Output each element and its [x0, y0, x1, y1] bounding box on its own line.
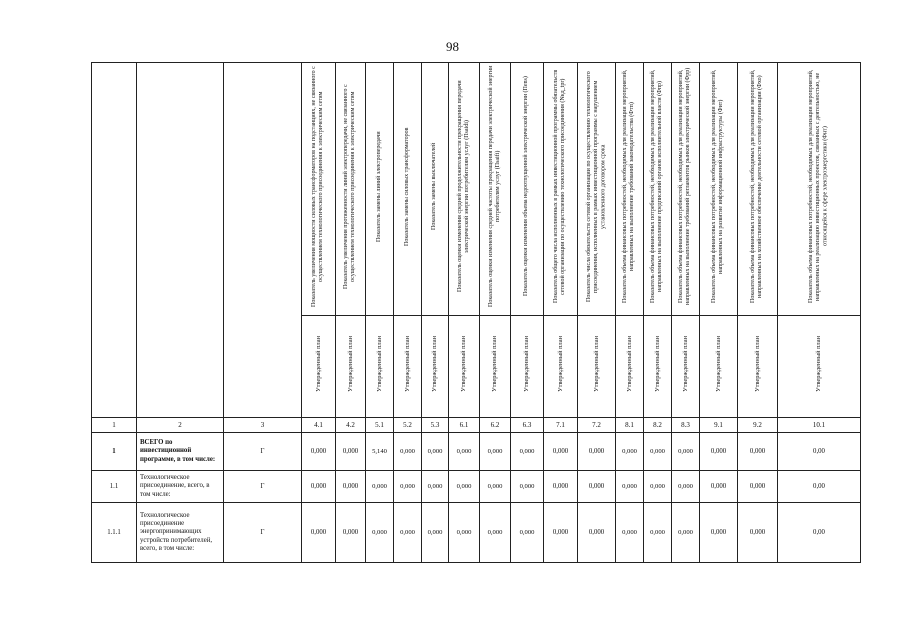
column-code: 9.1 — [700, 418, 738, 433]
plan-label: Утвержденный план — [815, 336, 823, 392]
value-cell — [366, 503, 394, 563]
cell-value: 0,00 — [813, 529, 825, 536]
plan-label: Утвержденный план — [556, 336, 564, 392]
header-blank-cell — [137, 63, 224, 418]
value-cell — [480, 433, 511, 471]
cell-value: 0,000 — [487, 528, 503, 536]
indicator-title-cell — [778, 63, 861, 316]
value-cell — [422, 471, 449, 503]
page-number: 98 — [446, 39, 459, 54]
cell-value: 0,000 — [342, 448, 359, 455]
cell-value: 0,000 — [427, 482, 443, 490]
column-code: 7.1 — [544, 418, 578, 433]
value-cell — [616, 471, 644, 503]
value-cell — [616, 433, 644, 471]
cell-value: 0,000 — [372, 528, 387, 536]
indicator-title: Показатель увеличения мощности силовых трансформаторов на подстанциях, не связанного с осуществлением технологического присоединения к электрическим сетям — [311, 66, 325, 307]
plan-label: Утвержденный план — [375, 336, 383, 392]
value-cell — [738, 471, 778, 503]
row-number: 1.1.1 — [92, 503, 137, 563]
plan-label-cell — [616, 316, 644, 418]
row-code: Г — [224, 433, 302, 471]
cell-value: 0,000 — [400, 528, 415, 536]
plan-label-cell — [336, 316, 366, 418]
cell-value: 0,000 — [650, 528, 665, 536]
column-number: 1 — [92, 418, 137, 433]
plan-label-cell — [366, 316, 394, 418]
plan-label-cell — [544, 316, 578, 418]
indicator-title-cell — [302, 63, 336, 316]
row-code: Г — [224, 471, 302, 503]
plan-label: Утвержденный план — [460, 336, 468, 392]
indicator-title-cell — [511, 63, 544, 316]
indicator-title: Показатель объема финансовых потребностей, необходимых для реализации мероприятий, направленных на реализацию инвестиционных проектов, связанных с деятельностью, не относящейся к сфере электроэнергетики (Фнт) — [808, 69, 829, 304]
cell-value: 0,000 — [678, 447, 693, 455]
indicator-title: Показатель объема финансовых потребностей, необходимых для реализации мероприятий, направленных на выполнение предписаний органов исполнительной власти (Фпр) — [650, 69, 664, 304]
value-cell — [738, 433, 778, 471]
cell-value: 0,000 — [588, 448, 605, 455]
value-cell — [302, 503, 336, 563]
indicators-table — [91, 62, 861, 563]
column-code: 10.1 — [778, 418, 861, 433]
value-cell — [616, 503, 644, 563]
plan-label-cell — [480, 316, 511, 418]
cell-value: 0,000 — [310, 448, 327, 455]
cell-value: 0,000 — [456, 528, 472, 536]
cell-value: 0,000 — [710, 448, 727, 455]
value-cell — [449, 503, 480, 563]
cell-value: 0,000 — [519, 528, 535, 536]
cell-value: 0,000 — [622, 528, 637, 536]
value-cell — [394, 503, 422, 563]
cell-value: 0,000 — [342, 483, 359, 490]
indicator-title-cell — [544, 63, 578, 316]
column-number: 3 — [224, 418, 302, 433]
value-cell — [778, 471, 861, 503]
column-code: 9.2 — [738, 418, 778, 433]
indicator-title-cell — [616, 63, 644, 316]
cell-value: 0,000 — [622, 482, 637, 490]
value-cell — [738, 503, 778, 563]
cell-value: 0,000 — [710, 483, 727, 490]
plan-label-cell — [394, 316, 422, 418]
column-number-row — [92, 418, 861, 433]
value-cell — [394, 471, 422, 503]
indicator-title-cell — [394, 63, 422, 316]
cell-value: 0,000 — [400, 482, 415, 490]
column-code: 5.1 — [366, 418, 394, 433]
cell-value: 0,000 — [487, 482, 503, 490]
value-cell — [511, 503, 544, 563]
cell-value: 0,000 — [749, 448, 766, 455]
plan-label-cell — [700, 316, 738, 418]
row-name: ВСЕГО по инвестиционной программе, в том числе: — [137, 433, 224, 471]
cell-value: 0,000 — [456, 447, 472, 455]
indicator-title: Показатель оценки изменения средней продолжительности прекращения передачи электрической энергии потребителям услуг (Пsaidi) — [456, 80, 470, 293]
plan-label: Утвержденный план — [653, 336, 661, 392]
value-cell — [394, 433, 422, 471]
row-number: 1.1 — [92, 471, 137, 503]
value-cell — [544, 471, 578, 503]
column-code: 4.2 — [336, 418, 366, 433]
indicator-title: Показатель объема финансовых потребностей, необходимых для реализации мероприятий, направленных на выполнение требований законодательства (Фтп) — [622, 69, 636, 304]
plan-label-cell — [672, 316, 700, 418]
indicator-title-cell — [336, 63, 366, 316]
plan-label-cell — [302, 316, 336, 418]
column-code: 8.3 — [672, 418, 700, 433]
indicator-title: Показатель оценки изменения средней частоты прекращения передачи электрической энергии потребителям услуг (Пsaifi) — [487, 65, 501, 308]
indicator-title: Показатель замены силовых трансформаторов — [403, 127, 410, 246]
header-blank-cell — [92, 63, 137, 418]
cell-value: 0,000 — [678, 528, 693, 536]
indicator-title: Показатель числа обязательств сетевой организации по осуществлению технологического присоединения, исполненных в рамках инвестиционной программы с нарушением установленного договором срока — [585, 71, 607, 302]
indicator-title-cell — [700, 63, 738, 316]
cell-value: 0,00 — [813, 483, 825, 490]
header-blank-cell — [224, 63, 302, 418]
plan-label: Утвержденный план — [431, 336, 439, 392]
header-title-row — [92, 63, 861, 316]
indicator-title-cell — [578, 63, 616, 316]
value-cell — [578, 471, 616, 503]
value-cell — [644, 433, 672, 471]
indicator-title-cell — [422, 63, 449, 316]
value-cell — [700, 433, 738, 471]
value-cell — [778, 503, 861, 563]
indicator-title-cell — [480, 63, 511, 316]
plan-label: Утвержденный план — [523, 336, 531, 392]
value-cell — [672, 471, 700, 503]
cell-value: 0,000 — [749, 529, 766, 536]
plan-label: Утвержденный план — [346, 336, 354, 392]
cell-value: 0,000 — [427, 528, 443, 536]
value-cell — [480, 503, 511, 563]
plan-label-cell — [449, 316, 480, 418]
column-code: 6.3 — [511, 418, 544, 433]
value-cell — [544, 503, 578, 563]
value-cell — [480, 471, 511, 503]
cell-value: 0,000 — [552, 529, 569, 536]
cell-value: 0,000 — [678, 482, 693, 490]
indicator-title: Показатель замены выключателей — [431, 142, 438, 231]
indicator-title-cell — [449, 63, 480, 316]
value-cell — [422, 433, 449, 471]
value-cell — [302, 471, 336, 503]
value-cell — [511, 471, 544, 503]
cell-value: 0,000 — [342, 529, 359, 536]
column-number: 2 — [137, 418, 224, 433]
cell-value: 0,000 — [552, 448, 569, 455]
cell-value: 5,140 — [372, 447, 387, 455]
plan-label: Утвержденный план — [403, 336, 411, 392]
cell-value: 0,000 — [487, 447, 503, 455]
indicator-title: Показатель замены линий электропередачи — [375, 131, 382, 242]
plan-label: Утвержденный план — [714, 336, 722, 392]
value-cell — [672, 503, 700, 563]
value-cell — [449, 433, 480, 471]
value-cell — [700, 471, 738, 503]
indicator-title: Показатель оценки изменения объема недоотпущенной электрической энергии (Пens) — [523, 76, 530, 297]
value-cell — [366, 471, 394, 503]
column-code: 8.2 — [644, 418, 672, 433]
row-number: 1 — [92, 433, 137, 471]
value-cell — [644, 471, 672, 503]
column-code: 5.2 — [394, 418, 422, 433]
column-code: 7.2 — [578, 418, 616, 433]
plan-label-cell — [778, 316, 861, 418]
value-cell — [336, 471, 366, 503]
value-cell — [336, 433, 366, 471]
plan-label: Утвержденный план — [491, 336, 499, 392]
value-cell — [578, 503, 616, 563]
cell-value: 0,000 — [427, 447, 443, 455]
cell-value: 0,000 — [372, 482, 387, 490]
row-name: Технологическое присоединение, всего, в том числе: — [137, 471, 224, 503]
value-cell — [644, 503, 672, 563]
plan-label-cell — [644, 316, 672, 418]
row-name: Технологическое присоединение энергопринимающих устройств потребителей, всего, в том числе: — [137, 503, 224, 563]
indicator-title-cell — [738, 63, 778, 316]
cell-value: 0,00 — [813, 448, 825, 455]
cell-value: 0,000 — [622, 447, 637, 455]
plan-label-cell — [422, 316, 449, 418]
plan-label: Утвержденный план — [592, 336, 600, 392]
indicator-title-cell — [366, 63, 394, 316]
value-cell — [511, 433, 544, 471]
plan-label-cell — [738, 316, 778, 418]
cell-value: 0,000 — [710, 529, 727, 536]
cell-value: 0,000 — [588, 529, 605, 536]
indicator-title: Показатель общего числа исполненных в рамках инвестиционной программы обязательств сетевой организации по осуществлению технологического присоединения (Nкд_tpr) — [553, 69, 567, 304]
table-row — [92, 471, 861, 503]
column-code: 8.1 — [616, 418, 644, 433]
indicator-title: Показатель объема финансовых потребностей, необходимых для реализации мероприятий, направленных на хозяйственное обеспечение деятельности сетевой организации (Фхо) — [750, 69, 764, 304]
plan-label: Утвержденный план — [753, 336, 761, 392]
cell-value: 0,000 — [552, 483, 569, 490]
cell-value: 0,000 — [650, 447, 665, 455]
cell-value: 0,000 — [588, 483, 605, 490]
indicator-title: Показатель увеличения протяженности линий электропередачи, не связанного с осуществлением технологического присоединения к электрическим сетям — [343, 84, 357, 289]
plan-label-cell — [511, 316, 544, 418]
plan-label-cell — [578, 316, 616, 418]
value-cell — [672, 433, 700, 471]
indicator-title-cell — [672, 63, 700, 316]
cell-value: 0,000 — [310, 529, 327, 536]
value-cell — [422, 503, 449, 563]
value-cell — [336, 503, 366, 563]
table-row — [92, 433, 861, 471]
row-code: Г — [224, 503, 302, 563]
plan-label: Утвержденный план — [314, 336, 322, 392]
cell-value: 0,000 — [519, 447, 535, 455]
column-code: 6.2 — [480, 418, 511, 433]
value-cell — [578, 433, 616, 471]
cell-value: 0,000 — [400, 447, 415, 455]
cell-value: 0,000 — [456, 482, 472, 490]
value-cell — [449, 471, 480, 503]
cell-value: 0,000 — [650, 482, 665, 490]
column-code: 6.1 — [449, 418, 480, 433]
indicator-title-cell — [644, 63, 672, 316]
column-code: 5.3 — [422, 418, 449, 433]
value-cell — [700, 503, 738, 563]
cell-value: 0,000 — [519, 482, 535, 490]
value-cell — [544, 433, 578, 471]
cell-value: 0,000 — [749, 483, 766, 490]
plan-label: Утвержденный план — [681, 336, 689, 392]
indicator-title: Показатель объема финансовых потребностей, необходимых для реализации мероприятий, направленных на развитие информационной инфраструктуры (Фит) — [711, 69, 725, 304]
table-row — [92, 503, 861, 563]
column-code: 4.1 — [302, 418, 336, 433]
indicator-title: Показатель объема финансовых потребностей, необходимых для реализации мероприятий, направленных на выполнение требований регламентов рынков электрической энергии (Фрр) — [678, 67, 692, 306]
plan-label: Утвержденный план — [625, 336, 633, 392]
value-cell — [366, 433, 394, 471]
value-cell — [302, 433, 336, 471]
value-cell — [778, 433, 861, 471]
cell-value: 0,000 — [310, 483, 327, 490]
